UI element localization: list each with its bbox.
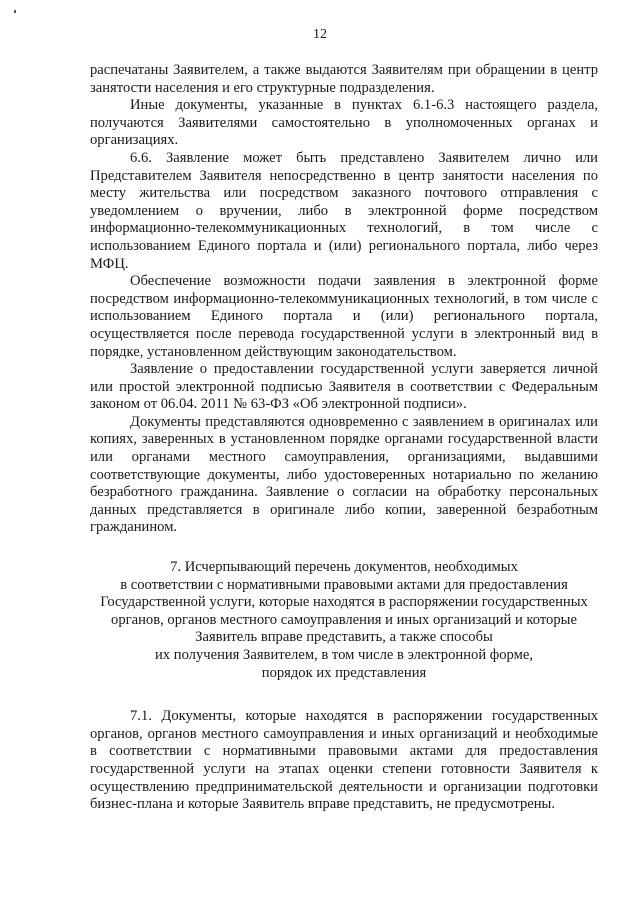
section-7-heading <box>90 559 598 682</box>
paragraph: Документы представляются одновременно с заявлением в оригиналах или копиях, заверенных в установленном порядке органами государственной власти или органами местного самоуправления, организациями, выдавшими соответствующие документы, либо удостоверенных нотариально по желанию безработного гражданина. Заявление о согласии на обработку персональных данных представляется в оригинале либо копии, заверенной безработным гражданином. <box>90 413 598 536</box>
section-heading-line: Государственной услуги, которые находятся в распоряжении государственных <box>100 594 588 611</box>
section-heading-line: их получения Заявителем, в том числе в электронной форме, <box>155 647 533 663</box>
section-heading-line: в соответствии с нормативными правовыми актами для предоставления <box>120 576 568 593</box>
paragraph: Обеспечение возможности подачи заявления в электронной форме посредством информационно-телекоммуникационных технологий, в том числе с использованием Единого портала и (или) регионального портала, осуществляется после перевода государственной услуги в электронный вид в порядке, установленном действующим законодательством. <box>90 273 598 360</box>
paragraphs-after-section <box>90 708 598 814</box>
scan-mark <box>14 10 16 13</box>
section-heading-line: органов, органов местного самоуправления и иных организаций и которые <box>111 611 577 628</box>
paragraph: Заявление о предоставлении государственной услуги заверяется личной или простой электронной подписью Заявителя в соответствии с Федеральным законом от 06.04. 2011 № 63-ФЗ «Об электронной подписи». <box>90 361 598 413</box>
paragraph: распечатаны Заявителем, а также выдаются Заявителям при обращении в центр занятости населения и его структурные подразделения. <box>90 62 598 96</box>
paragraph: 7.1. Документы, которые находятся в распоряжении государственных органов, органов местного самоуправления и иных организаций и необходимые в соответствии с нормативными правовыми актами для предоставления государственной услуги на этапах оценки степени готовности Заявителя к осуществлению предпринимательской деятельности и организации подготовки бизнес-плана и которые Заявитель вправе представить, не предусмотрены. <box>90 708 598 813</box>
page-number: 12 <box>313 27 327 42</box>
section-heading-line: порядок их представления <box>261 664 427 681</box>
paragraphs-before-section <box>90 62 598 537</box>
paragraph: 6.6. Заявление может быть представлено Заявителем лично или Представителем Заявителя непосредственно в центр занятости населения по месту жительства или посредством заказного почтового отправления с уведомлением о вручении, либо в электронной форме посредством информационно-телекоммуникационных технологий, в том числе с использованием Единого портала и (или) регионального портала, либо через МФЦ. <box>90 149 598 272</box>
section-heading-line: 7. Исчерпывающий перечень документов, необходимых <box>170 559 518 576</box>
section-heading-line: Заявитель вправе представить, а также способы <box>195 629 493 646</box>
paragraph: Иные документы, указанные в пунктах 6.1-6.3 настоящего раздела, получаются Заявителями самостоятельно в уполномоченных органах и организациях. <box>90 97 598 149</box>
document-body <box>90 62 598 814</box>
